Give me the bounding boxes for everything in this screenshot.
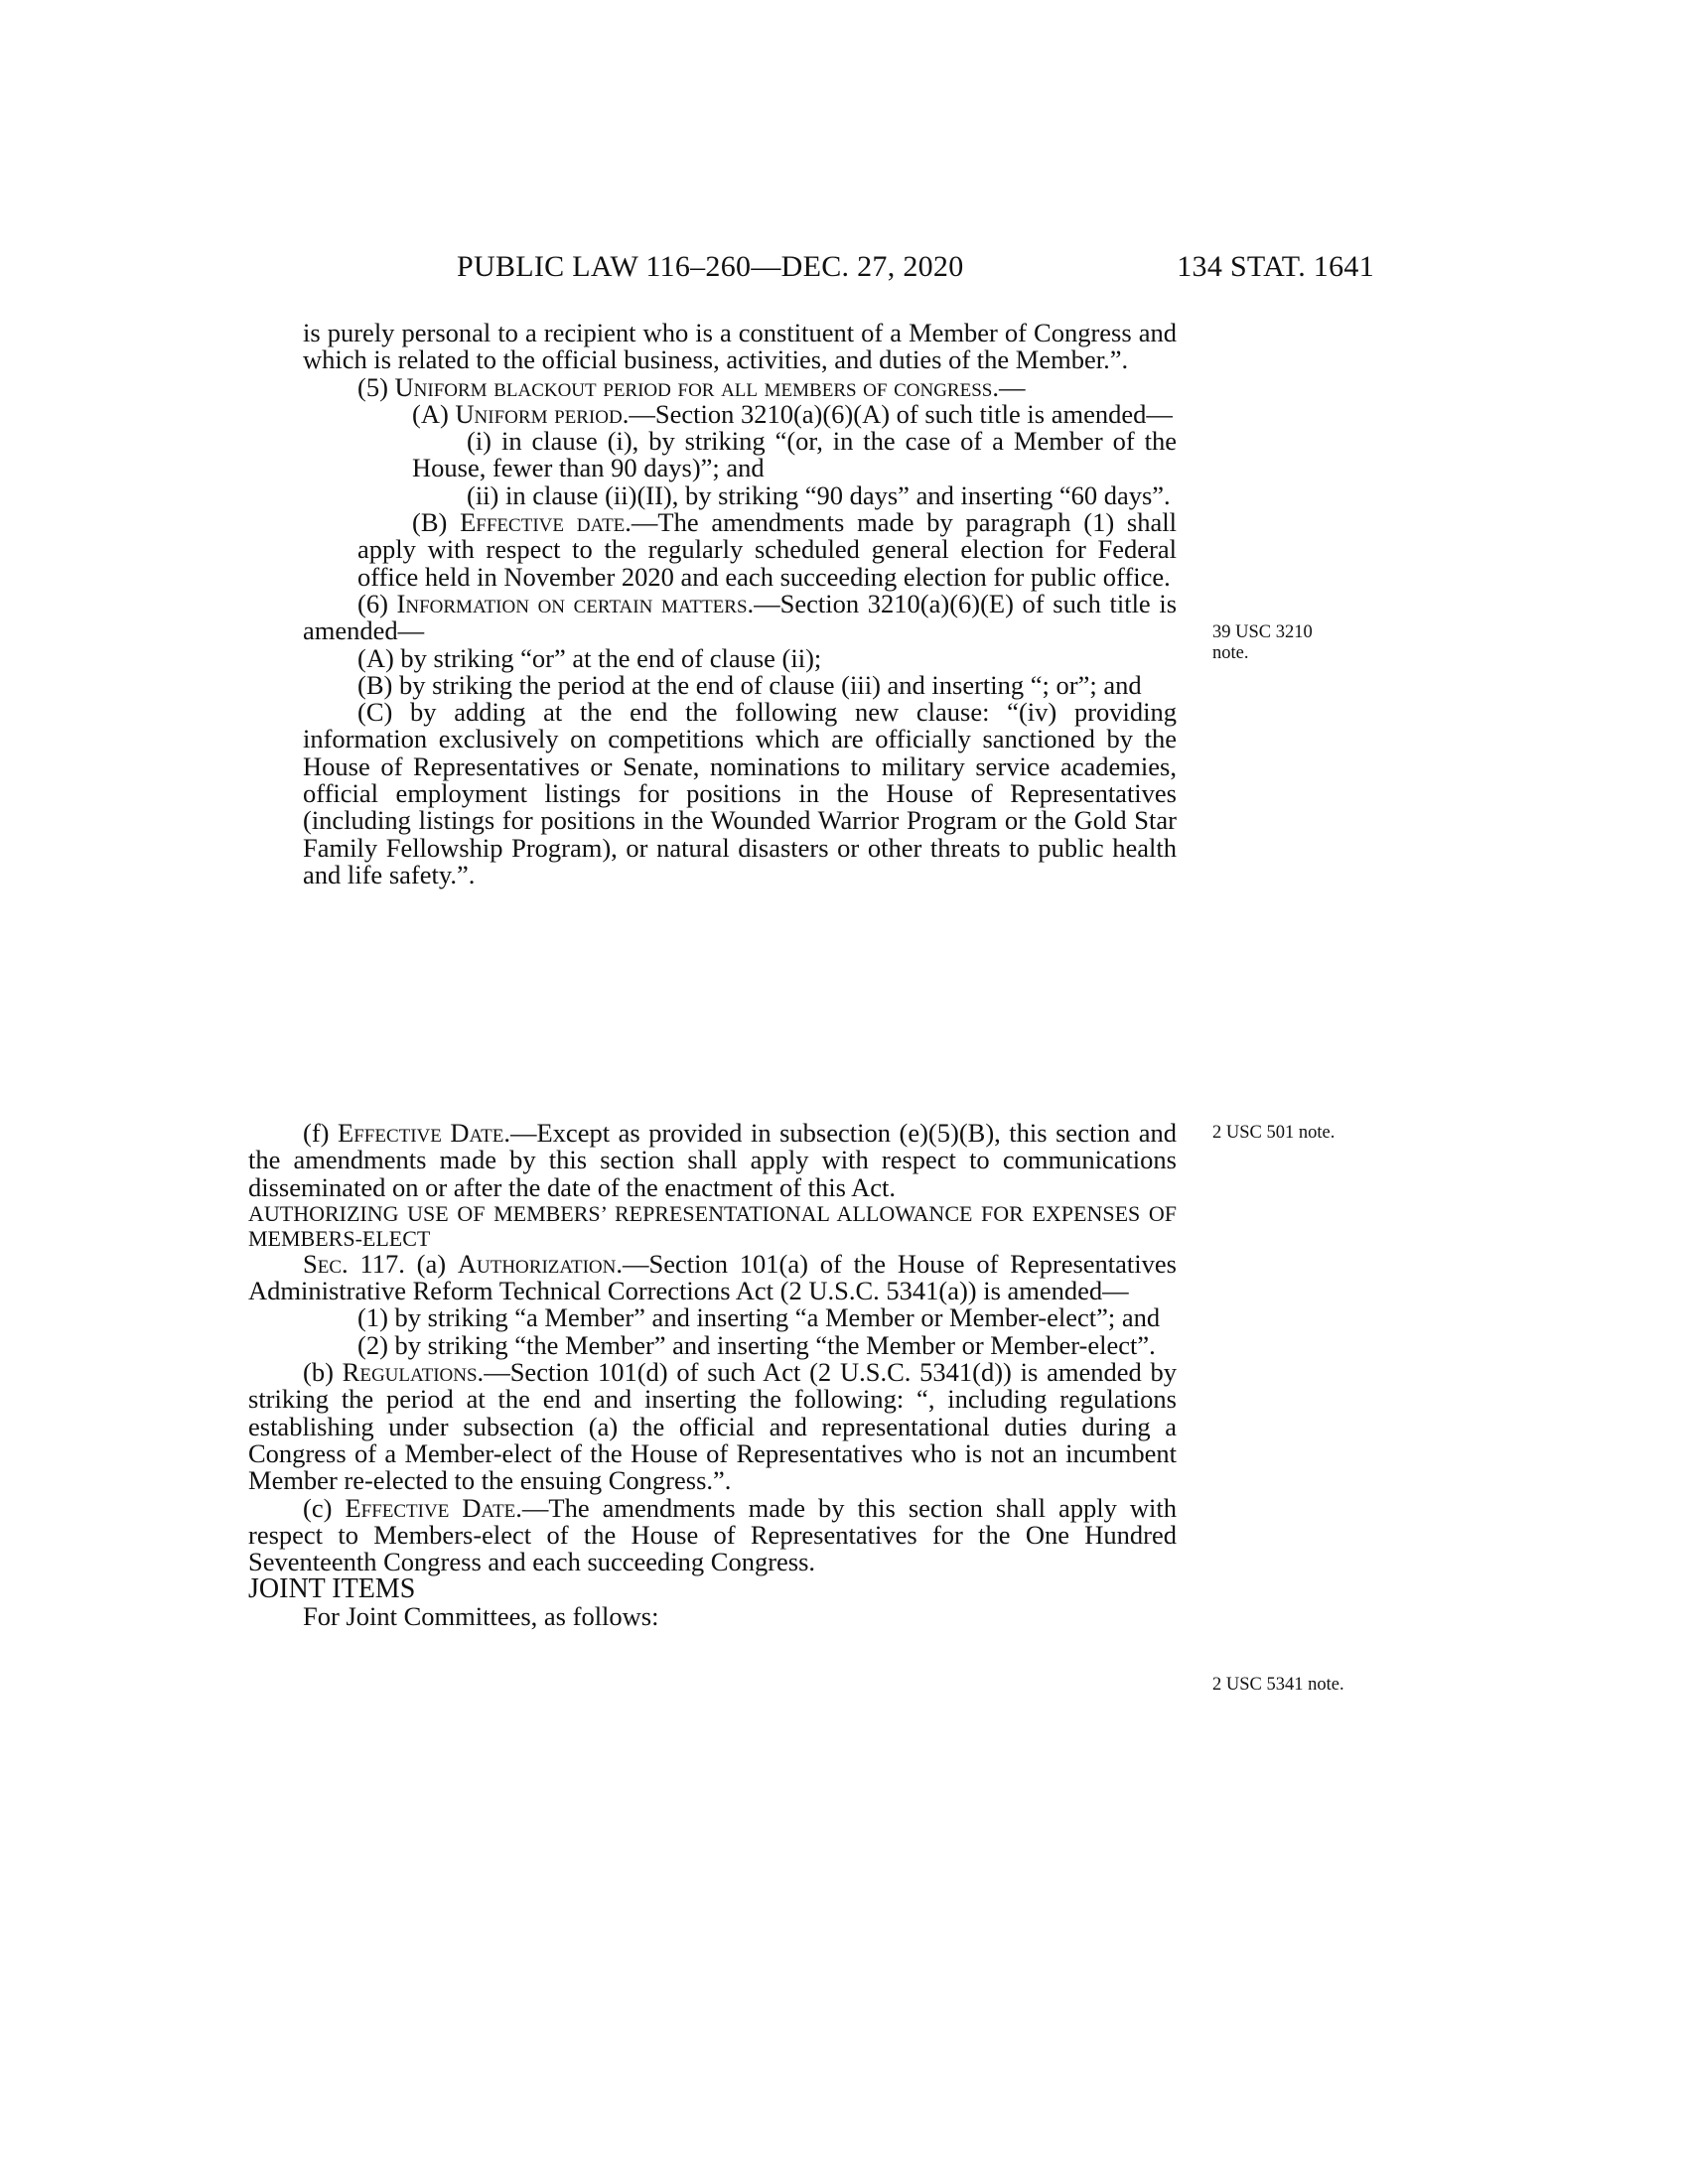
paragraph-5: (5) Uniform blackout period for all members of congress.— [357, 371, 1026, 402]
section-title: AUTHORIZING USE OF MEMBERS’ REPRESENTATIONAL ALLOWANCE FOR EXPENSES OF MEMBERS-ELECT [248, 1200, 1177, 1251]
section-117-b: (b) Regulations.—Section 101(d) of such Act (2 U.S.C. 5341(d)) is amended by striking the period at the end and inserting the following: “, including regulations establishing under subsection (a) the official and representational duties during a Congress of a Member-elect of the House of Representatives who is not an incumbent Member re-elected to the ensuing Congress.”. [248, 1357, 1177, 1496]
section-117-1: (1) by striking “a Member” and inserting “a Member or Member-elect”; and [357, 1302, 1161, 1333]
body-text-upper [303, 320, 1177, 888]
margin-note-2-usc-5341: 2 USC 5341 note. [1212, 1675, 1344, 1695]
section-117-c: (c) Effective Date.—The amendments made by this section shall apply with respect to Members-elect of the House of Representatives for the One Hundred Seventeenth Congress and each succeeding Congress. [248, 1492, 1177, 1577]
section-117-a-heading: Authorization. [457, 1248, 624, 1279]
subsection-f-heading: Effective Date. [338, 1118, 510, 1148]
subparagraph-a-heading: Uniform period. [455, 398, 630, 429]
page-header [457, 250, 1374, 290]
section-117-2: (2) by striking “the Member” and inserting “the Member or Member-elect”. [357, 1329, 1156, 1360]
paragraph-6: (6) Information on certain matters.—Section 3210(a)(6)(E) of such title is amended— [303, 588, 1178, 646]
subparagraph-b: (B) Effective date.—The amendments made by paragraph (1) shall apply with respect to the regularly scheduled general election for Federal office held in November 2020 and each succeeding election for public office. [357, 507, 1177, 592]
paragraph-6-b: (B) by striking the period at the end of clause (iii) and inserting “; or”; and [357, 669, 1142, 700]
running-head: PUBLIC LAW 116–260—DEC. 27, 2020 [457, 250, 964, 283]
clause-ii: (ii) in clause (ii)(II), by striking “90 days” and inserting “60 days”. [467, 479, 1171, 510]
subparagraph-a: (A) Uniform period.—Section 3210(a)(6)(A) of such title is amended— [412, 398, 1173, 429]
paragraph-6-heading: Information on certain matters. [396, 588, 755, 618]
joint-items-text: For Joint Committees, as follows: [303, 1600, 659, 1631]
body-text-lower [248, 1118, 1177, 1631]
paragraph-6-a: (A) by striking “or” at the end of clause (ii); [357, 642, 822, 673]
page-number: 134 STAT. 1641 [1177, 250, 1374, 283]
clause-i: (i) in clause (i), by striking “(or, in the case of a Member of the House, fewer than 90 days)”; and [412, 426, 1177, 483]
margin-note-39-usc-3210: 39 USC 3210 note. [1212, 622, 1313, 663]
section-117-c-heading: Effective Date. [345, 1492, 522, 1523]
paragraph-continuation: is purely personal to a recipient who is a constituent of a Member of Congress and which is related to the official business, activities, and duties of the Member.”. [303, 318, 1177, 375]
section-117-b-heading: Regulations. [342, 1357, 485, 1388]
joint-items-heading: JOINT ITEMS [248, 1573, 416, 1605]
subsection-f: (f) Effective Date.—Except as provided in subsection (e)(5)(B), this section and the amendments made by this section shall apply with respect to communications disseminated on or after the date of the enactment of this Act. [248, 1118, 1177, 1202]
subparagraph-b-heading: Effective date. [460, 507, 632, 538]
paragraph-6-c: (C) by adding at the end the following new clause: “(iv) providing information exclusively on competitions which are officially sanctioned by the House of Representatives or Senate, nominations to military service academies, official employment listings for positions in the House of Representatives (including listings for positions in the Wounded Warrior Program or the Gold Star Family Fellowship Program), or natural disasters or other threats to public health and life safety.”. [303, 697, 1177, 889]
section-117-a: Sec. 117. (a) Authorization.—Section 101(a) of the House of Representatives Administrative Reform Technical Corrections Act (2 U.S.C. 5341(a)) is amended— [248, 1248, 1177, 1306]
margin-note-2-usc-501: 2 USC 501 note. [1212, 1123, 1336, 1143]
paragraph-5-heading: Uniform blackout period for all members of congress. [394, 371, 999, 402]
